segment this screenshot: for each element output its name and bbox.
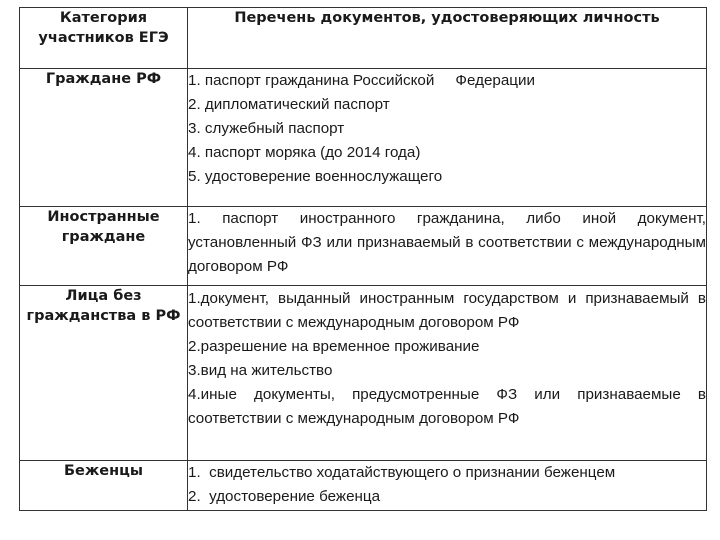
list-item: 2.разрешение на временное проживание: [188, 338, 480, 355]
table-row-stateless: [20, 286, 707, 461]
list-item: 4. паспорт моряка (до 2014 года): [188, 144, 421, 161]
table-row-refugees: [20, 461, 707, 511]
list-item: 2. удостоверение беженца: [188, 488, 381, 505]
list-item: 5. удостоверение военнослужащего: [188, 168, 443, 185]
header-category: Категория участников ЕГЭ: [20, 8, 188, 69]
header-documents: Перечень документов, удостоверяющих личность: [188, 8, 707, 69]
documents-cell: [188, 69, 707, 207]
documents-table: [19, 7, 707, 511]
list-item: 3.вид на жительство: [188, 362, 333, 379]
table-row-foreigners: [20, 207, 707, 286]
category-cell: Беженцы: [20, 461, 188, 511]
category-cell: Иностранные граждане: [20, 207, 188, 286]
list-item: 1. паспорт гражданина Российской Федерации: [188, 72, 535, 89]
list-item: 1.документ, выданный иностранным государством и признаваемый в соответствии с международным договором РФ: [188, 290, 706, 331]
table-row-citizens: [20, 69, 707, 207]
list-item: 1. паспорт иностранного гражданина, либо иной документ, установленный ФЗ или признаваемый в соответствии с международным договором РФ: [188, 210, 706, 275]
category-cell: Граждане РФ: [20, 69, 188, 207]
list-item: 4.иные документы, предусмотренные ФЗ или признаваемые в соответствии с международным договором РФ: [188, 386, 706, 427]
documents-cell: [188, 461, 707, 511]
list-item: 1. свидетельство ходатайствующего о признании беженцем: [188, 464, 616, 481]
list-item: 2. дипломатический паспорт: [188, 96, 390, 113]
documents-cell: [188, 286, 707, 461]
table-header-row: [20, 8, 707, 69]
list-item: 3. служебный паспорт: [188, 120, 345, 137]
category-cell: Лица без гражданства в РФ: [20, 286, 188, 461]
documents-cell: [188, 207, 707, 286]
